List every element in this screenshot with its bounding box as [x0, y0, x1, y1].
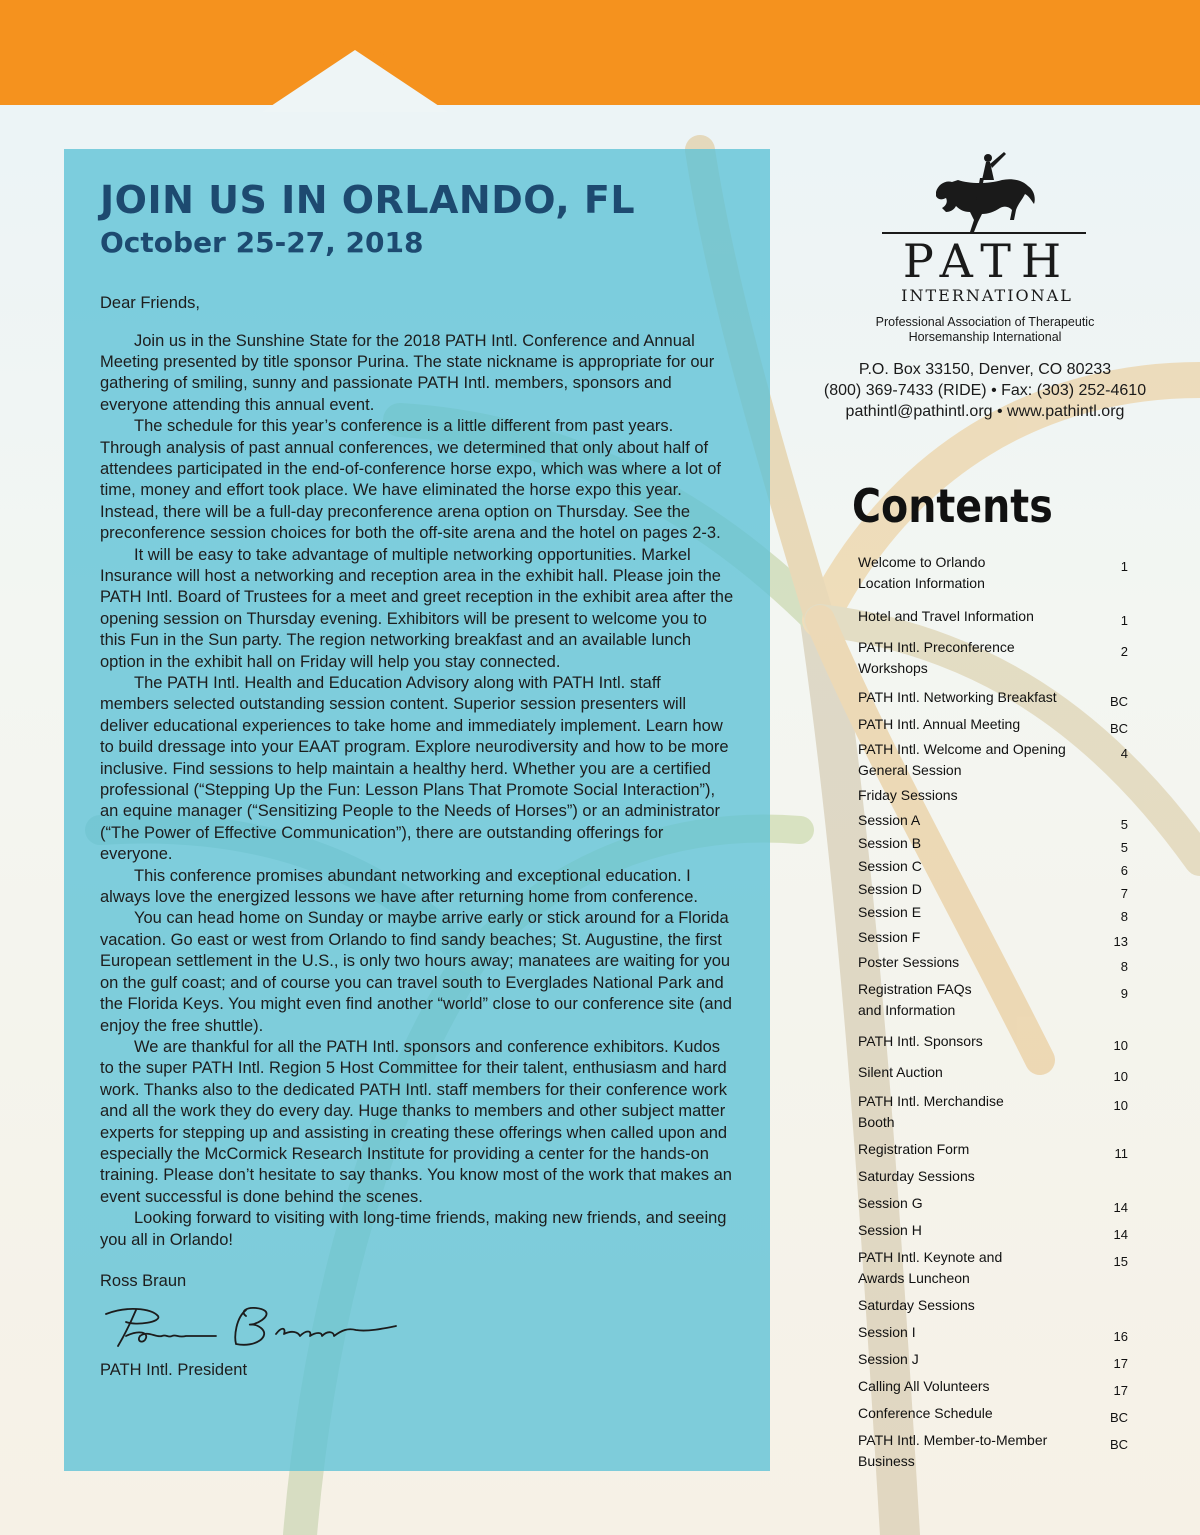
horse-and-rider-icon — [930, 150, 1040, 234]
phone-fax: (800) 369-7433 (RIDE) • Fax: (303) 252-4610 — [823, 382, 1147, 399]
toc-item-label: Conference Schedule — [858, 1405, 993, 1421]
toc-item-page: 7 — [1120, 886, 1128, 901]
org-name-line: Horsemanship International — [908, 330, 1062, 344]
toc-item-label: Session A — [858, 812, 921, 828]
toc-item-label: Registration Form — [858, 1141, 970, 1157]
toc-item-page: 10 — [1113, 1069, 1128, 1084]
toc-item-label: Session B — [858, 835, 922, 851]
toc-item-label: PATH Intl. Member-to-Member Business — [858, 1432, 1048, 1469]
toc-item-page: 16 — [1113, 1329, 1128, 1344]
toc-item — [858, 1349, 1128, 1370]
toc-item-label: Silent Auction — [858, 1064, 943, 1080]
address: P.O. Box 33150, Denver, CO 80233 — [858, 361, 1112, 378]
toc-item — [858, 606, 1128, 627]
letter-paragraph: We are thankful for all the PATH Intl. sponsors and conference exhibitors. Kudos to the super PATH Intl. Region 5 Host Committee for their talent, enthusiasm and hard work. Thanks also to the dedicated PATH Intl. staff members for their conference work and all the work they do every day. Huge thanks to members and other subject matter experts for stepping up and assisting in creating these offerings when called upon and especially the McCormick Research Institute for providing a center for the hands-on training. Please don’t hesitate to say thanks. You know most of the work that makes an event successful is done behind the scenes. — [100, 1037, 732, 1206]
toc-item — [858, 1139, 1128, 1160]
toc-item-label: Session H — [858, 1222, 922, 1238]
toc-item-page: 5 — [1120, 817, 1128, 832]
toc-item-label: Session E — [858, 904, 922, 920]
toc-item-page: 9 — [1120, 986, 1128, 1001]
toc-item-label: Welcome to Orlando Location Information — [858, 554, 986, 591]
logo-wordmark: PATH — [902, 234, 1072, 288]
top-band-notch — [0, 0, 1200, 160]
toc-item-label: Friday Sessions — [858, 787, 958, 803]
letter-panel — [64, 149, 770, 1471]
toc-item — [858, 1376, 1128, 1397]
toc-item-label: Calling All Volunteers — [858, 1378, 990, 1394]
toc-item-label: PATH Intl. Sponsors — [858, 1033, 983, 1049]
toc-item — [858, 902, 1128, 923]
toc-item-label: PATH Intl. Annual Meeting — [858, 716, 1021, 732]
toc-item — [858, 1403, 1128, 1424]
toc-item-page: 1 — [1120, 613, 1128, 628]
toc-item — [858, 927, 1128, 948]
letter-paragraph: The schedule for this year’s conference is a little different from past years. Through analysis of past annual conferences, we determined that only about half of attendees participated in the end-of-conference horse expo, which was where a lot of time, money and effort took place. We have eliminated the horse expo this year. Instead, there will be a full-day preconference arena option on Thursday. See the preconference session choices for both the off-site arena and the hotel on pages 2-3. — [100, 417, 721, 543]
toc-item-label: Session J — [858, 1351, 919, 1367]
toc-item-page: 8 — [1120, 909, 1128, 924]
logo-subword: INTERNATIONAL — [901, 286, 1073, 305]
toc-item-label: PATH Intl. Welcome and Opening General Session — [858, 741, 1066, 778]
toc-item-label: Session C — [858, 858, 922, 874]
toc-item-label: PATH Intl. Preconference Workshops — [858, 639, 1015, 676]
toc-item — [858, 1430, 1128, 1472]
toc-item — [858, 1062, 1128, 1083]
letter-date: October 25-27, 2018 — [100, 226, 424, 259]
toc-item-page: 2 — [1120, 644, 1128, 659]
toc-item-page: 14 — [1113, 1227, 1128, 1242]
letter-salutation: Dear Friends, — [100, 294, 200, 312]
letter-paragraph: You can head home on Sunday or maybe arrive early or stick around for a Florida vacation. Go east or west from Orlando to find sandy beaches; St. Augustine, the first European settlement in the U.S., is only two hours away; manatees are waiting for you on the gulf coast; and of course you can travel south to Everglades National Park and the Florida Keys. You might even find another “world” close to our conference site (and enjoy the free shuttle). — [100, 909, 732, 1035]
toc-item — [858, 785, 1128, 806]
toc-item-label: Session D — [858, 881, 922, 897]
toc-item — [858, 810, 1128, 831]
toc-item-page: 6 — [1120, 863, 1128, 878]
org-name-line: Professional Association of Therapeutic — [875, 315, 1095, 329]
toc-item — [858, 552, 1128, 594]
toc-item — [858, 637, 1128, 679]
toc-item-page: 8 — [1120, 959, 1128, 974]
toc-item — [858, 1166, 1128, 1187]
toc-item-label: Session F — [858, 929, 921, 945]
toc-item-page: 15 — [1113, 1254, 1128, 1269]
toc-item-page: BC — [1109, 1437, 1128, 1452]
toc-item — [858, 952, 1128, 973]
toc-item-label: Poster Sessions — [858, 954, 960, 970]
letter-title: JOIN US IN ORLANDO, FL — [100, 178, 636, 222]
toc-item-page: 4 — [1120, 746, 1128, 761]
toc-item-label: PATH Intl. Merchandise Booth — [858, 1093, 1004, 1130]
letter-paragraph: It will be easy to take advantage of multiple networking opportunities. Markel Insurance will host a networking and reception area in the exhibit hall. Please join the PATH Intl. Board of Trustees for a meet and greet reception in the exhibit area after the opening session on Thursday evening. Exhibitors will be present to welcome you to this Fun in the Sun party. The region networking breakfast and an available lunch option in the exhibit hall on Friday will help you stay connected. — [100, 545, 734, 671]
toc-item-page: 5 — [1120, 840, 1128, 855]
toc-item-label: Registration FAQs and Information — [858, 981, 972, 1018]
toc-item-label: Saturday Sessions — [858, 1168, 975, 1184]
toc-item-page: 14 — [1113, 1200, 1128, 1215]
toc-item-label: PATH Intl. Networking Breakfast — [858, 689, 1057, 705]
toc-item — [858, 1193, 1128, 1214]
toc-item-page: BC — [1109, 694, 1128, 709]
toc-item-label: Session I — [858, 1324, 916, 1340]
toc-item-page: BC — [1109, 721, 1128, 736]
toc-item-page: 10 — [1113, 1038, 1128, 1053]
toc-item — [858, 1220, 1128, 1241]
toc-item — [858, 1295, 1128, 1316]
toc-item-page: 17 — [1113, 1383, 1128, 1398]
sidebar — [800, 140, 1170, 422]
toc-item-label: Hotel and Travel Information — [858, 608, 1034, 624]
toc-item — [858, 739, 1128, 781]
toc-item — [858, 1091, 1128, 1133]
path-international-logo — [800, 140, 1170, 315]
toc-item-label: Session G — [858, 1195, 923, 1211]
letter-paragraph: This conference promises abundant networking and exceptional education. I always love the energized lessons we have after returning home from conference. — [100, 866, 698, 907]
handwritten-signature — [96, 1296, 416, 1354]
toc-item — [858, 1322, 1128, 1343]
table-of-contents — [858, 552, 1128, 1472]
toc-item — [858, 1247, 1128, 1289]
toc-item-label: Saturday Sessions — [858, 1297, 975, 1313]
toc-item-page: 1 — [1120, 559, 1128, 574]
toc-item — [858, 879, 1128, 900]
letter-paragraph: Looking forward to visiting with long-time friends, making new friends, and seeing you all in Orlando! — [100, 1209, 727, 1249]
toc-item — [858, 856, 1128, 877]
email-website: pathintl@pathintl.org • www.pathintl.org — [845, 403, 1125, 420]
letter-paragraph: Join us in the Sunshine State for the 2018 PATH Intl. Conference and Annual Meeting presented by title sponsor Purina. The state nickname is appropriate for our gathering of smiling, sunny and passionate PATH Intl. members, sponsors and everyone attending this annual event. — [100, 331, 715, 414]
toc-item-label: PATH Intl. Keynote and Awards Luncheon — [858, 1249, 1003, 1286]
signoff-title: PATH Intl. President — [100, 1360, 248, 1379]
contents-title: Contents — [852, 479, 1053, 533]
toc-item — [858, 1031, 1128, 1052]
toc-item — [858, 714, 1128, 735]
toc-item — [858, 979, 1128, 1021]
letter-paragraph: The PATH Intl. Health and Education Advisory along with PATH Intl. staff members selected outstanding session content. Superior session presenters will deliver educational experiences to take home and immediately implement. Learn how to build dressage into your EAAT program. Explore neurodiversity and how to be more inclusive. Find sessions to help maintain a healthy herd. Whether you are a certified professional (“Stepping Up the Fun: Lesson Plans That Promote Social Interaction”), an equine manager (“Sensitizing People to the Needs of Horses”) or an administrator (“The Power of Effective Communication”), there are outstanding offerings for everyone. — [100, 674, 729, 864]
toc-item-page: 13 — [1113, 934, 1128, 949]
toc-item-page: 10 — [1113, 1098, 1128, 1113]
toc-item-page: 11 — [1114, 1146, 1128, 1161]
signoff-name: Ross Braun — [100, 1271, 187, 1290]
toc-item — [858, 833, 1128, 854]
toc-item-page: BC — [1109, 1410, 1128, 1425]
toc-item — [858, 687, 1128, 708]
toc-item-page: 17 — [1113, 1356, 1128, 1371]
contact-block — [800, 359, 1170, 422]
